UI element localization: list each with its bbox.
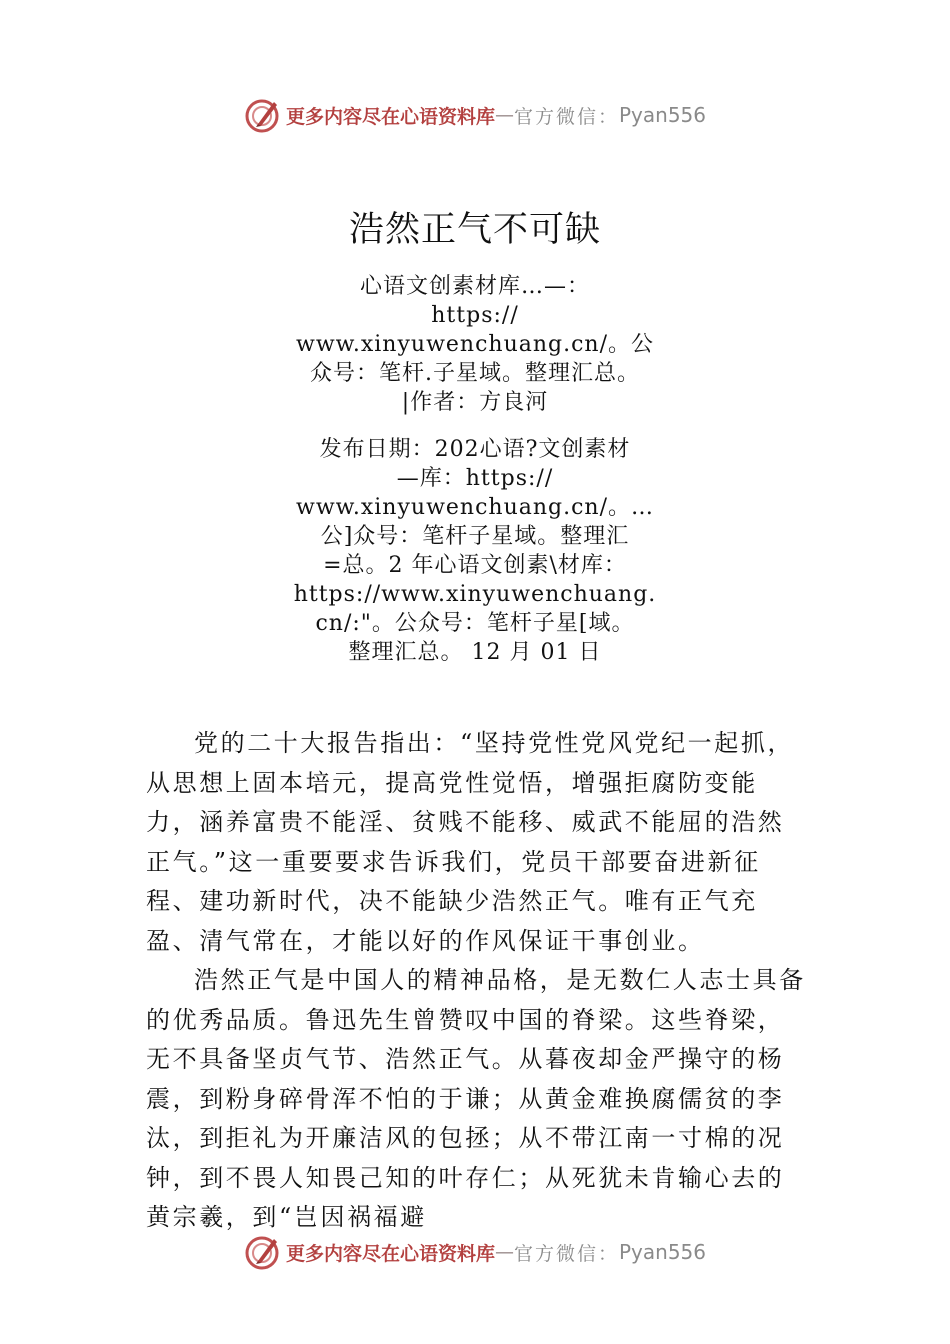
date-line: cn/:"。公众号：笔杆子星[域。 xyxy=(315,611,635,636)
banner-site-text: 更多内容尽在心语资料库 xyxy=(285,105,495,128)
banner-wechat-id: Pyan556 xyxy=(619,1240,707,1264)
banner-separator: — xyxy=(494,1241,514,1263)
body-paragraph: 浩然正气是中国人的精神品格，是无数仁人志士具备的优秀品质。鲁迅先生曾赞叹中国的脊梁。这些脊梁，无不具备坚贞气节、浩然正气。从暮夜却金严操守的杨震，到粉身碎骨浑不怕的于谦；从黄金难换腐儒贫的李汰，到拒礼为开廉洁风的包拯；从不带江南一寸棉的况钟，到不畏人知畏己知的叶存仁；从死犹未肯输心去的黄宗羲，到“岂因祸福避 xyxy=(146,966,806,1231)
banner-content xyxy=(244,1233,706,1271)
publish-date-block xyxy=(0,435,950,667)
body-paragraph: 党的二十大报告指出：“坚持党性党风党纪一起抓，从思想上固本培元，提高党性觉悟，增强拒腐防变能力，涵养富贵不能淫、贫贱不能移、威武不能屈的浩然正气。”这一重要要求告诉我们，党员干部要奋进新征程、建功新时代，决不能缺少浩然正气。唯有正气充盈、清气常在，才能以好的作风保证干事创业。 xyxy=(146,729,795,955)
date-line: —库：https:// xyxy=(396,466,554,491)
source-line: 众号：笔杆.子星域。整理汇总。 xyxy=(310,361,640,386)
header-banner xyxy=(0,93,950,137)
footer-banner xyxy=(0,1230,950,1274)
document-title: 浩然正气不可缺 xyxy=(348,210,601,250)
date-line: https://www.xinyuwenchuang. xyxy=(293,582,657,607)
source-line: www.xinyuwenchuang.cn/。公 xyxy=(295,332,655,357)
pen-nib-circle-icon xyxy=(244,96,282,134)
banner-site-text: 更多内容尽在心语资料库 xyxy=(285,1242,495,1265)
author-line: |作者：方良河 xyxy=(401,390,549,415)
source-line: 心语文创素材库…—： xyxy=(359,274,590,299)
article-body xyxy=(146,724,806,1238)
banner-content xyxy=(244,96,706,134)
date-line: 发布日期：202心语?文创素材 xyxy=(319,437,631,462)
date-line: www.xinyuwenchuang.cn/。… xyxy=(295,495,655,520)
banner-wechat-label: 官方微信： xyxy=(513,1242,619,1265)
banner-separator: — xyxy=(494,104,514,126)
banner-wechat-id: Pyan556 xyxy=(619,103,707,127)
date-line: 整理汇总。 12 月 01 日 xyxy=(348,640,602,665)
pen-nib-circle-icon xyxy=(244,1233,282,1271)
source-author-block xyxy=(0,272,950,417)
source-line: https:// xyxy=(431,303,519,328)
date-line: =总。2 年心语文创素\材库： xyxy=(323,553,627,578)
date-line: 公]众号：笔杆子星域。整理汇 xyxy=(320,524,630,549)
banner-wechat-label: 官方微信： xyxy=(513,105,619,128)
